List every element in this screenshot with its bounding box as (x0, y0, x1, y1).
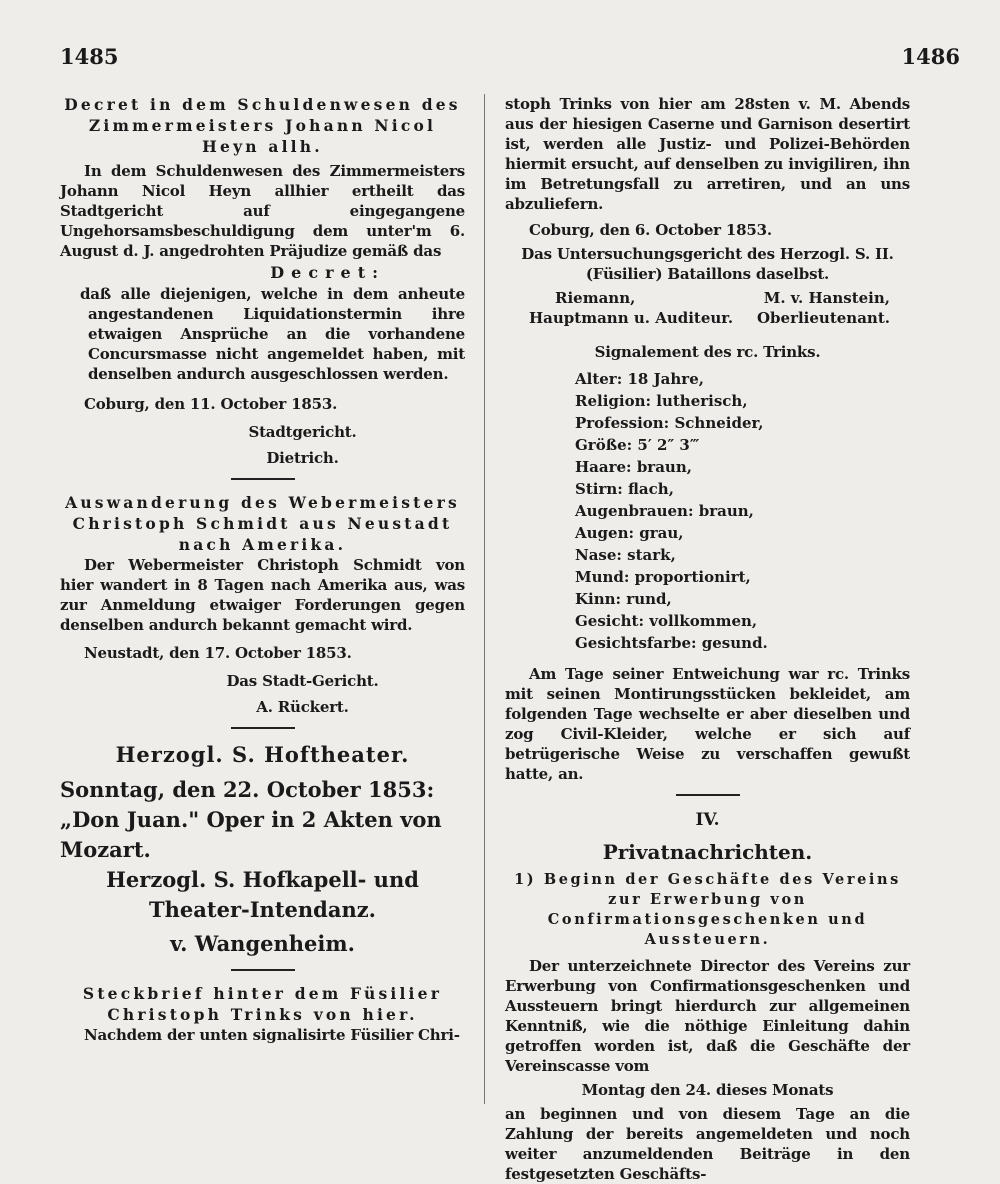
theater-organizer: Herzogl. S. Hofkapell- und Theater-Intendanz. (106, 867, 419, 922)
page-number-right: 1486 (901, 44, 960, 69)
signatory-right-name: M. v. Hanstein, (763, 289, 890, 307)
signalement-item: Profession: Schneider, (575, 414, 764, 432)
section-title: Privatnachrichten. (602, 840, 813, 864)
separator-rule (231, 969, 295, 971)
section-number: IV. (695, 810, 720, 830)
theater-play: „Don Juan." Oper in 2 Akten von Mozart. (60, 807, 442, 862)
emigration-signature: A. Rückert. (256, 698, 349, 716)
emigration-title: Auswanderung des Webermeisters Christoph Schmidt aus Neustadt nach Amerika. (65, 493, 460, 554)
signalement-item: Stirn: flach, (575, 480, 674, 498)
separator-rule (231, 478, 295, 480)
signatory-left-name: Riemann, (555, 289, 636, 307)
page-number-left: 1485 (60, 44, 119, 69)
signalement-item: Größe: 5′ 2″ 3‴ (575, 436, 700, 454)
item1-end: an beginnen und von diesem Tage an die Zahlung der bereits angemeldeten und noch weiter anzumeldenden Beiträge in den festgesetzten Geschäfts- (505, 1105, 910, 1183)
decree-heading: Decret: (270, 263, 385, 282)
column-divider (484, 94, 485, 1104)
warrant-continuation: stoph Trinks von hier am 28sten v. M. Abends aus der hiesigen Caserne und Garnison desertirt ist, werden alle Justiz- und Polizei-Behörden hiermit ersucht, auf denselben zu invigiliren, ihn im Betretungsfall zu arretiren, und an uns abzuliefern. (505, 95, 910, 213)
signalement-list (575, 368, 910, 654)
signalement-item: Mund: proportionirt, (575, 568, 751, 586)
signalement-item: Nase: stark, (575, 546, 676, 564)
item1-body: Der unterzeichnete Director des Vereins zur Erwerbung von Confirmationsgeschenken und Aussteuern bringt hierdurch zur allgemeinen Kenntniß, wie die nöthige Einleitung dahin getroffen worden ist, daß die Geschäfte der Vereinscasse vom (505, 957, 910, 1075)
signalement-heading: Signalement des rc. Trinks. (594, 343, 821, 361)
warrant-signatories-ranks (505, 308, 910, 328)
left-column (60, 94, 465, 1045)
separator-rule (231, 727, 295, 729)
signalement-item: Religion: lutherisch, (575, 392, 748, 410)
item1-date: Montag den 24. dieses Monats (581, 1081, 834, 1099)
decree-text: daß alle diejenigen, welche in dem anheute angestandenen Liquidationstermin ihre etwaigen Ansprüche an die vorhandene Concursmasse nicht angemeldet haben, mit denselben andurch ausgeschlossen werden. (80, 285, 465, 383)
theater-heading: Herzogl. S. Hoftheater. (115, 742, 410, 767)
warrant-date: Coburg, den 6. October 1853. (529, 221, 772, 239)
emigration-body: Der Webermeister Christoph Schmidt von hier wandert in 8 Tagen nach Amerika aus, was zur Anmeldung etwaiger Forderungen gegen denselben andurch bekannt gemacht wird. (60, 556, 465, 634)
right-column (505, 94, 910, 1184)
signalement-item: Augen: grau, (575, 524, 684, 542)
theater-date: Sonntag, den 22. October 1853: (60, 777, 435, 802)
warrant-signatories-names (505, 288, 910, 308)
warrant-title: Steckbrief hinter dem Füsilier Christoph Trinks von hier. (82, 984, 443, 1024)
signalement-item: Alter: 18 Jahre, (575, 370, 704, 388)
theater-signature: v. Wangenheim. (170, 931, 355, 956)
signalement-item: Gesicht: vollkommen, (575, 612, 758, 630)
signalement-item: Augenbrauen: braun, (575, 502, 754, 520)
warrant-body: Nachdem der unten signalisirte Füsilier Chri- (84, 1026, 460, 1044)
decree-court: Stadtgericht. (248, 423, 357, 441)
decree-body: In dem Schuldenwesen des Zimmermeisters Johann Nicol Heyn allhier ertheilt das Stadtgericht auf eingegangene Ungehorsamsbeschuldigung dem unter'm 6. August d. J. angedrohten Präjudize gemäß das (60, 162, 465, 260)
emigration-date: Neustadt, den 17. October 1853. (84, 644, 352, 662)
warrant-court: Das Untersuchungsgericht des Herzogl. S. II. (Füsilier) Bataillons daselbst. (521, 245, 894, 283)
decree-signature: Dietrich. (266, 449, 339, 467)
decree-date: Coburg, den 11. October 1853. (84, 395, 338, 413)
signalement-item: Gesichtsfarbe: gesund. (575, 634, 768, 652)
signalement-item: Kinn: rund, (575, 590, 672, 608)
signalement-item: Haare: braun, (575, 458, 692, 476)
signatory-left-rank: Hauptmann u. Auditeur. (529, 309, 734, 327)
emigration-court: Das Stadt-Gericht. (226, 672, 379, 690)
item1-title: 1) Beginn der Geschäfte des Vereins zur Erwerbung von Confirmationsgeschenken und Aussteuern. (514, 871, 901, 948)
separator-rule (676, 794, 740, 796)
warrant-end: Am Tage seiner Entweichung war rc. Trinks mit seinen Montirungsstücken bekleidet, am folgenden Tage wechselte er aber dieselben und zog Civil-Kleider, welche er sich auf betrügerische Weise zu verschaffen gewußt hatte, an. (505, 665, 910, 783)
signatory-right-rank: Oberlieutenant. (756, 309, 890, 327)
decree-title: Decret in dem Schuldenwesen des Zimmermeisters Johann Nicol Heyn allh. (64, 95, 461, 156)
